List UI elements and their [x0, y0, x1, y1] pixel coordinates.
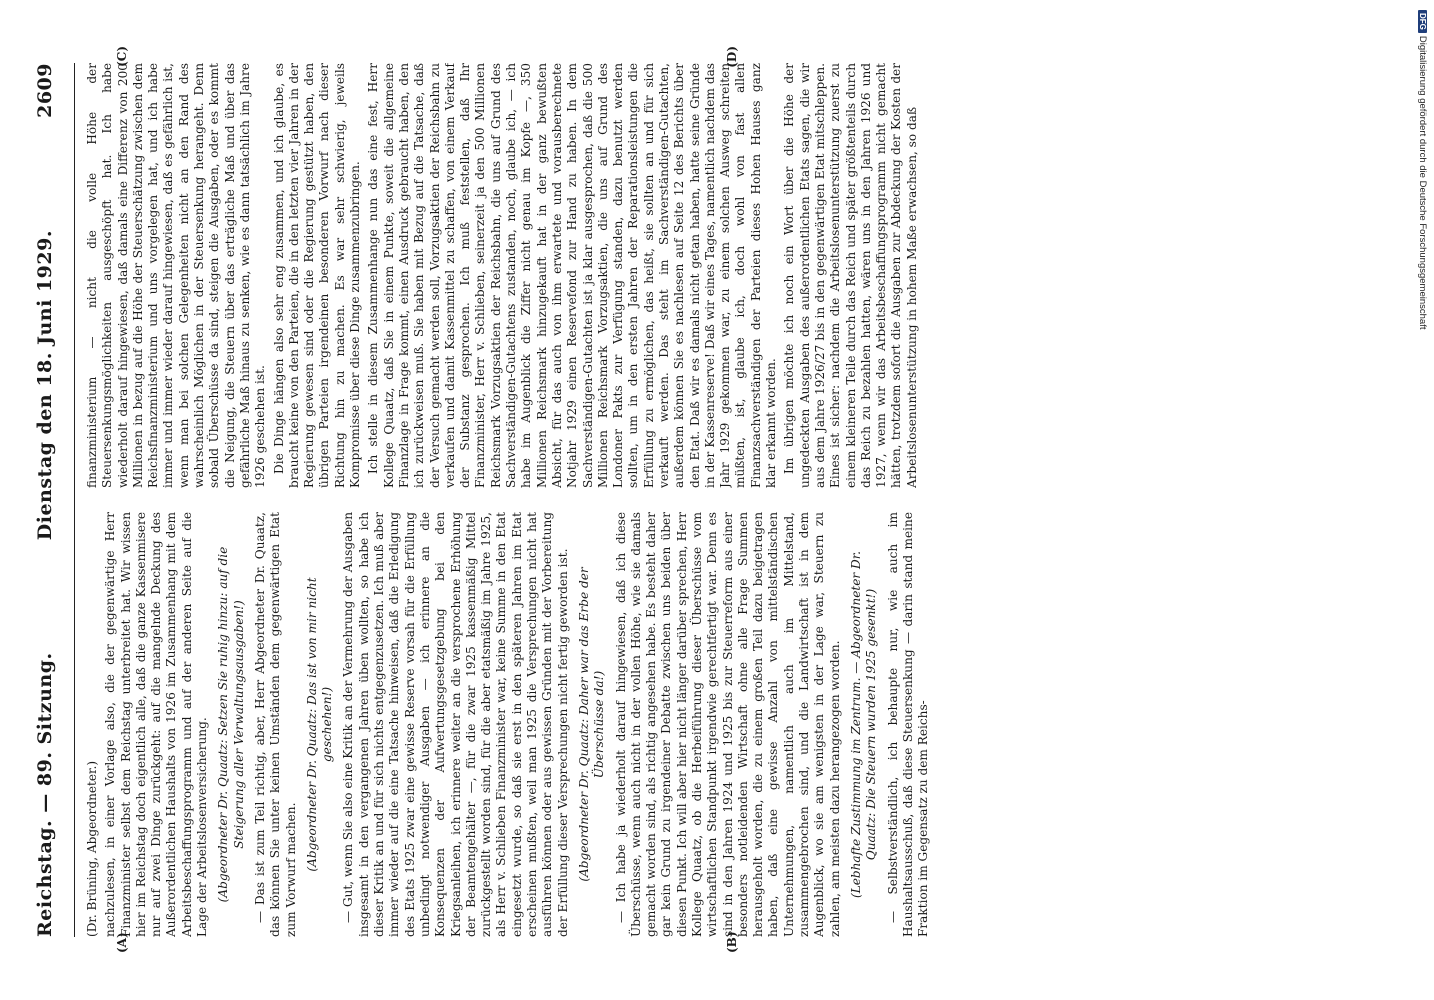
body-paragraph: — Ich habe ja wiederholt darauf hingewiesen, daß ich diese Überschüsse, wenn auch nicht in der vollen Höhe, wie sie damals gemacht worden sind, als richtig angesehen habe. Es besteht daher gar kein Grund zu irgendeiner Debatte zwischen uns beiden über diesen Punkt. Ich will aber hier nicht länger darüber sprechen, Herr Kollege Quaatz, ob die Herbeiführung dieser Überschüsse vom wirtschaftlichen Standpunkt irgendwie gerechtfertigt war. Denn es sind in den Jahren 1924 und 1925 bis zur Steuerreform aus einer besonders notleidenden Wirtschaft ohne alle Frage Summen herausgeholt worden, die zu einem großen Teil dazu beigetragen haben, daß eine gewisse Anzahl von mittelständischen Unternehmungen, namentlich auch im Mittelstand, zusammengebrochen sind, und die Landwirtschaft ist in dem Augenblick, wo sie am wenigsten in der Lage war, Steuern zu zahlen, am meisten dazu herangezogen worden.: [613, 512, 842, 937]
body-paragraph: Ich stelle in diesem Zusammenhange nun das eine fest, Herr Kollege Quaatz, daß Sie in einem Punkte, soweit die allgemeine Finanzlage in Frage kommt, einen Ausdruck gebraucht haben, den ich zurückweisen muß. Sie haben mit Bezug auf die Tatsache, daß der Versuch gemacht werden soll, Vorzugsaktien der Reichsbahn zu verkaufen und damit Kassenmittel zu schaffen, von einem Verkauf der Substanz gesprochen. Ich muß feststellen, daß Ihr Finanzminister, Herr v. Schlieben, seinerzeit ja den 500 Millionen Reichsmark Vorzugsaktien der Reichsbahn, die uns auf Grund des Sachverständigen-Gutachtens zustanden, noch, glaube ich, — ich habe im Augenblick die Ziffer nicht genau im Kopfe —, 350 Millionen Reichsmark hinzugekauft hat in der ganz bewußten Absicht, für das auch von ihm erwartete und vorausberechnete Notjahr 1929 einen Reservefond zur Hand zu haben. In dem Sachverständigen-Gutachten ist ja klar ausgesprochen, daß die 500 Millionen Reichsmark Vorzugsaktien, die uns auf Grund des Londoner Pakts zur Verfügung standen, dazu benutzt werden sollten, um in den ersten Jahren der Reparationsleistungen die Erfüllung zu ermöglichen, das heißt, sie sollten an und für sich verkauft werden. Das steht im Sachverständigen-Gutachten, außerdem können Sie es nachlesen auf Seite 12 des Berichts über den Etat. Daß wir es damals nicht getan haben, hatte seine Gründe in der Kassenreserve! Daß wir eines Tages, namentlich nachdem das Jahr 1929 gekommen war, zu einem solchen Ausweg schreiten müßten, ist, glaube ich, doch wohl von fast allen Finanzsachverständigen der Parteien dieses Hohen Hauses ganz klar erkannt worden.: [366, 63, 779, 488]
right-column: [85, 63, 1305, 488]
body-paragraph: nachzulesen, in einer Vorlage also, die der gegenwärtige Herr Finanzminister selbst dem Reichstag unterbreitet hat. Wir wissen hier im Reichstag doch eigentlich alle, daß die ganze Kassenmisere nur auf zwei Dinge zurückgeht: auf die mangelnde Deckung des Außerordentlichen Haushalts von 1926 im Zusammenhang mit dem Arbeitsbeschaffungsprogramm und auf der anderen Seite auf die Lage der Arbeitslosenversicherung.: [103, 512, 210, 937]
dfg-logo: DFG: [1418, 10, 1427, 33]
body-paragraph: — Das ist zum Teil richtig, aber, Herr Abgeordneter Dr. Quaatz, das können Sie unter keinen Umständen dem gegenwärtigen Etat zum Vorwurf machen.: [252, 512, 298, 937]
margin-marker-a: (A): [115, 932, 129, 953]
header-date: Dienstag den 18. Juni 1929.: [34, 230, 56, 541]
body-paragraph: — Gut, wenn Sie also eine Kritik an der Vermehrung der Ausgaben insgesamt in den vergangenen Jahren üben wollten, so habe ich dieser Kritik an und für sich nichts entgegenzusetzen. Ich muß aber immer wieder auf die eine Tatsache hinweisen, daß die Erledigung des Etats 1925 zwar eine gewisse Reserve vorsah für die Erfüllung unbedingt notwendiger Ausgaben — ich erinnere an die Konsequenzen der Aufwertungsgesetzgebung bei den Kriegsanleihen, ich erinnere weiter an die versprochene Erhöhung der Beamtengehälter —, für die zwar 1925 kassenmäßig Mittel zurückgestellt worden sind, für die aber etatsmäßig im Jahre 1925, als Herr v. Schlieben Finanzminister war, keine Summe in den Etat eingesetzt wurde, so daß sie erst in den späteren Jahren im Etat erscheinen mußten, weil man 1925 die Versprechungen nicht hat ausführen können oder aus gewissen Gründen mit der Vorbereitung der Erfüllung dieser Versprechungen nicht fertig geworden ist.: [341, 512, 570, 937]
left-column: [85, 512, 1305, 937]
body-paragraph: Im übrigen möchte ich noch ein Wort über die Höhe der ungedeckten Ausgaben des außerordentlichen Etats sagen, die wir aus dem Jahre 1926/27 bis in den gegenwärtigen Etat mitschleppen. Eines ist sicher: nachdem die Arbeitslosenunterstützung zuerst zu einem kleineren Teile durch das Reich und später größtenteils durch das Reich zu bezahlen hatten, wären uns in den Jahren 1926 und 1927, wenn wir das Arbeitsbeschaffungsprogramm nicht gemacht hätten, trotzdem sofort die Ausgaben zur Abdeckung der Kosten der Arbeitslosenunterstützung in hohem Maße erwachsen, so daß: [782, 63, 919, 488]
page-header: [34, 63, 75, 937]
margin-marker-b: (B): [725, 931, 739, 953]
body-paragraph: Die Dinge hängen also sehr eng zusammen, und ich glaube, es braucht keine von den Parteien, die in den letzten vier Jahren in der Regierung gewesen sind oder die Regierung gestützt haben, den übrigen Parteien irgendeinen besonderen Vorwurf nach dieser Richtung hin zu machen. Es war sehr schwierig, jeweils Kompromisse über diese Dinge zusammenzubringen.: [271, 63, 363, 488]
digitization-credit: [1410, 10, 1428, 1000]
body-paragraph: finanzministerium — nicht die volle Höhe der Steuersenkungsmöglichkeiten ausgeschöpft hat. Ich habe wiederholt darauf hingewiesen, daß damals eine Differenz von 200 Millionen in bezug auf die Höhe der Steuerschätzung zwischen dem Reichsfinanzministerium und uns vorgelegen hat, und ich habe immer und immer wieder darauf hingewiesen, daß es gefährlich ist, wenn man bei solchen Gelegenheiten nicht an den Rand des wahrscheinlich Möglichen in der Steuersenkung herangeht. Denn sobald Überschüsse da sind, steigen die Ausgaben, oder es kommt die Neigung, die Steuern über das erträgliche Maß und über das gefährliche Maß hinaus zu senken, wie es dann tatsächlich im Jahre 1926 geschehen ist.: [85, 63, 268, 488]
interjection-paragraph: (Lebhafte Zustimmung im Zentrum. — Abgeordneter Dr. Quaatz: Die Steuern wurden 1925 gesenkt!): [848, 550, 879, 899]
margin-marker-c: (C): [115, 46, 129, 67]
interjection-paragraph: (Abgeordneter Dr. Quaatz: Setzen Sie ruhig hinzu: auf die Steigerung aller Verwaltungsausgaben!): [216, 546, 246, 903]
margin-marker-d: (D): [725, 46, 739, 68]
interjection-paragraph: (Abgeordneter Dr. Quaatz: Das ist von mir nicht geschehen!): [304, 577, 335, 872]
body-paragraph: (Dr. Brüning, Abgeordneter.): [85, 760, 99, 937]
newspaper-page: [34, 45, 1324, 955]
body-paragraph: — Selbstverständlich, ich behaupte nur, wie auch im Haushaltsausschuß, daß diese Steuersenkung — darin stand meine Fraktion im Gegensatz zu dem Reichs-: [885, 512, 931, 937]
header-left: Reichstag. — 89. Sitzung.: [34, 652, 56, 937]
interjection-paragraph: (Abgeordneter Dr. Quaatz: Daher war das Erbe der Überschüsse da!): [576, 567, 607, 882]
credit-text: Digitalisierung gefördert durch die Deutsche Forschungsgemeinschaft: [1417, 35, 1428, 330]
page-number: 2609: [34, 63, 56, 118]
text-columns: [85, 46, 1305, 953]
